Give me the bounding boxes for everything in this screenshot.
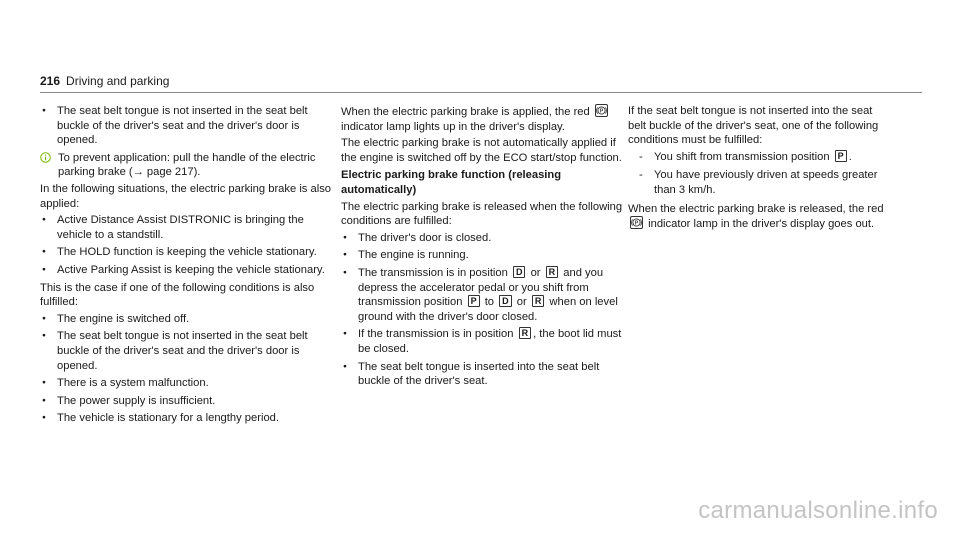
paragraph: [341, 104, 628, 134]
paragraph: The electric parking brake is released when the following conditions are fulfilled:: [341, 200, 623, 228]
list-item: ● The seat belt tongue is not inserted in the seat belt buckle of the driver's seat and the driver's door is opened.: [40, 329, 332, 373]
text-run: or: [513, 296, 530, 309]
list-item: [341, 266, 628, 324]
text-run: When the electric parking brake is released, the red: [628, 202, 884, 215]
text-run: to: [481, 296, 498, 309]
section-heading: Electric parking brake function (releasing automatically): [341, 169, 562, 196]
parking-brake-icon: [595, 104, 608, 117]
info-icon: [40, 152, 51, 163]
text-run: when on level ground with the driver's door closed.: [358, 296, 618, 323]
text-run: or: [527, 266, 544, 279]
gear-key-r: R: [532, 295, 545, 307]
gear-key-p: P: [468, 295, 480, 307]
page-ref-link[interactable]: page 217).: [143, 166, 201, 179]
text-run: You shift from transmission position: [654, 150, 833, 163]
text-run: When the electric parking brake is applied, the red: [341, 106, 593, 118]
info-note: [40, 151, 332, 180]
list-item: ● The driver's door is closed.: [341, 231, 628, 246]
column-3: [628, 104, 890, 234]
paragraph: The electric parking brake is not automatically applied if the engine is switched off by the ECO start/stop function.: [341, 137, 622, 164]
text-run: and you depress the accelerator pedal or you shift from transmission position: [358, 266, 604, 309]
parking-brake-letter: P: [599, 108, 604, 115]
list-item: ● The vehicle is stationary for a lengthy period.: [40, 411, 332, 426]
text-run: indicator lamp lights up in the driver's display.: [341, 120, 565, 133]
watermark[interactable]: carmanualsonline.info: [698, 497, 938, 524]
gear-key-r: R: [546, 266, 559, 278]
gear-key-d: D: [499, 295, 512, 307]
paragraph: [628, 202, 890, 232]
text-run: , the boot lid must be closed.: [358, 328, 622, 355]
page-header: [40, 74, 169, 88]
paragraph: In the following situations, the electric parking brake is also applied:: [40, 182, 332, 210]
section-title: Driving and parking: [66, 74, 170, 88]
note-text: To prevent application: pull the handle of the electric parking brake (: [58, 151, 316, 179]
text-run: If the transmission is in position: [358, 328, 517, 341]
header-rule: [40, 92, 922, 93]
list-item: ● The power supply is insufficient.: [40, 394, 332, 409]
list-item: ● The seat belt tongue is inserted into the seat belt buckle of the driver's seat.: [341, 360, 628, 389]
column-2: [341, 104, 628, 392]
column-1: [40, 104, 332, 429]
list-item: ● The engine is switched off.: [40, 312, 332, 327]
gear-key-r: R: [519, 327, 532, 339]
gear-key-d: D: [513, 266, 526, 278]
list-item: [341, 327, 628, 356]
parking-brake-icon: [630, 216, 643, 229]
paragraph: If the seat belt tongue is not inserted into the seat belt buckle of the driver's seat, one of the following conditions must be fulfilled:: [628, 105, 879, 147]
list-item: ● The HOLD function is keeping the vehicle stationary.: [40, 245, 332, 260]
paragraph: This is the case if one of the following conditions is also fulfilled:: [40, 281, 315, 309]
ref-arrow: →: [132, 166, 144, 179]
page-number: 216: [40, 74, 61, 88]
text-run: The transmission is in position: [358, 266, 511, 279]
gear-key-p: P: [835, 150, 847, 162]
list-item: ● There is a system malfunction.: [40, 376, 332, 391]
list-item: ● The engine is running.: [341, 248, 628, 263]
parking-brake-letter: P: [634, 220, 639, 227]
text-run: indicator lamp in the driver's display goes out.: [645, 218, 875, 231]
list-item: ● Active Distance Assist DISTRONIC is bringing the vehicle to a standstill.: [40, 213, 332, 242]
dash-item: - You have previously driven at speeds greater than 3 km/h.: [628, 168, 890, 197]
dash-item: [628, 150, 890, 165]
text-run: .: [848, 150, 852, 163]
list-item: ● The seat belt tongue is not inserted in the seat belt buckle of the driver's seat and the driver's door is opened.: [40, 104, 332, 148]
list-item: ● Active Parking Assist is keeping the vehicle stationary.: [40, 263, 332, 278]
